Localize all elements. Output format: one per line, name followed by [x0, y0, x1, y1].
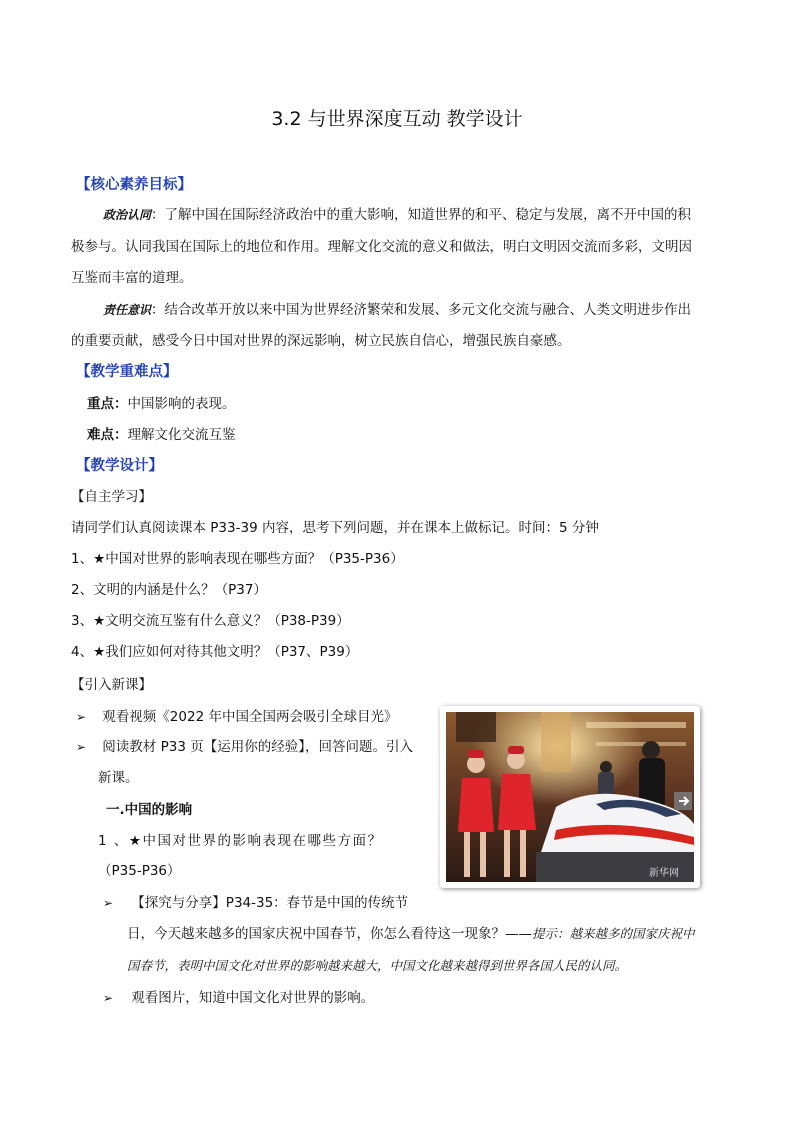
difficulty-label: 难点：	[87, 427, 128, 443]
explore-share-line1	[103, 893, 408, 913]
intro-lesson-heading: 【引入新课】	[71, 677, 152, 693]
photo-watermark: 新华网	[649, 868, 679, 879]
self-study-intro: 请同学们认真阅读课本 P33-39 内容，思考下列问题，并在课本上做标记。时间：5 分钟	[71, 520, 599, 536]
responsibility-paragraph-line2: 的重要贡献，感受今日中国对世界的深远影响，树立民族自信心，增强民族自豪感。	[71, 333, 571, 349]
intro-bullet-2	[76, 737, 413, 757]
arrow-bullet-icon: ➢	[76, 710, 87, 724]
high-speed-train-photo	[446, 712, 694, 882]
question-influence-line1: 1 、★中国对世界的影响表现在哪些方面？	[98, 833, 383, 849]
politics-paragraph-line3: 互鉴而丰富的道理。	[71, 270, 193, 286]
self-study-heading: 【自主学习】	[71, 489, 152, 505]
self-study-question-2: 2、文明的内涵是什么？（P37）	[71, 582, 267, 598]
self-study-question-1: 1、★中国对世界的影响表现在哪些方面？（P35-P36）	[71, 551, 404, 567]
explore-share-text: 【探究与分享】P34-35：春节是中国的传统节	[131, 895, 409, 911]
section-heading-key-points: 【教学重难点】	[76, 364, 178, 380]
hint-text-2: 国春节，表明中国文化对世界的影响越来越大，中国文化越来越得到世界各国人民的认同。	[127, 958, 628, 973]
self-study-question-3: 3、★文明交流互鉴有什么意义？（P38-P39）	[71, 613, 350, 629]
responsibility-paragraph-line1	[103, 300, 691, 320]
section-heading-design: 【教学设计】	[76, 458, 163, 474]
responsibility-label: 责任意识	[103, 303, 152, 317]
question-influence-line2: （P35-P36）	[98, 863, 181, 879]
focus-label: 重点：	[87, 396, 128, 412]
self-study-question-4: 4、★我们应如何对待其他文明？（P37、P39）	[71, 644, 359, 660]
politics-paragraph-line1	[103, 205, 691, 225]
intro-bullet-1	[76, 707, 397, 727]
politics-label: 政治认同	[103, 208, 152, 222]
intro-bullet-2-cont: 新课。	[98, 770, 139, 786]
part-heading-china-influence: 一.中国的影响	[106, 802, 193, 818]
explore-share-line2	[127, 924, 695, 944]
arrow-bullet-icon: ➢	[103, 991, 114, 1005]
page-title: 3.2 与世界深度互动 教学设计	[271, 108, 523, 130]
arrow-bullet-icon: ➢	[76, 740, 87, 754]
politics-paragraph-line2: 极参与。认同我国在国际上的地位和作用。理解文化交流的意义和做法，明白文明因交流而多彩，文明因	[71, 239, 692, 255]
focus-line	[87, 394, 236, 414]
responsibility-text-1: ：结合改革开放以来中国为世界经济繁荣和发展、多元文化交流与融合、人类文明进步作出	[151, 302, 692, 318]
difficulty-text: 理解文化交流互鉴	[127, 427, 236, 443]
section-heading-core-goal: 【核心素养目标】	[76, 177, 192, 193]
news-photo-frame	[440, 706, 700, 888]
difficulty-line	[87, 425, 236, 445]
hint-text-1: 提示：越来越多的国家庆祝中	[532, 926, 695, 941]
intro-bullet-1-text: 观看视频《2022 年中国全国两会吸引全球目光》	[102, 709, 398, 725]
focus-text: 中国影响的表现。	[127, 396, 236, 412]
arrow-bullet-icon: ➢	[103, 896, 114, 910]
intro-bullet-3-text: 观看图片，知道中国文化对世界的影响。	[131, 990, 375, 1006]
intro-bullet-2-text: 阅读教材 P33 页【运用你的经验】，回答问题。引入	[102, 739, 413, 755]
intro-bullet-3	[103, 988, 374, 1008]
explore-question: 日，今天越来越多的国家庆祝中国春节，你怎么看待这一现象？——	[127, 926, 532, 942]
politics-text-1: ：了解中国在国际经济政治中的重大影响，知道世界的和平、稳定与发展，离不开中国的积	[151, 207, 692, 223]
